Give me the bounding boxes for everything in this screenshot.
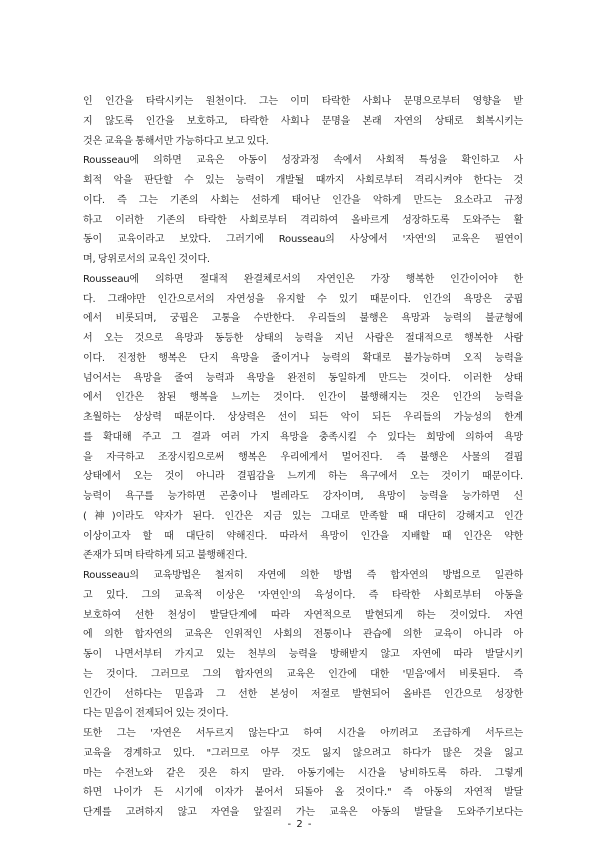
- text-line: 며, 당위로서의 교육인 것이다.: [83, 254, 210, 265]
- text-line: 을 자극하고 조장시킴으로써 행복은 우리에게서 멀어진다. 즉 불행은 사물의 결핍: [83, 451, 523, 463]
- text-line: 동이 나면서부터 가지고 있는 천부의 능력을 방해받지 않고 자연에 따라 발달시키: [83, 649, 523, 660]
- text-line: 에서 인간은 참된 행복을 느끼는 것이다. 인간이 불행해지는 것은 인간의 능력을: [83, 392, 523, 404]
- text-line: Rousseau의 교육방법은 철저히 자연에 의한 방법 즉 합자연의 방법으로 일관하: [83, 570, 523, 581]
- text-line: 고 있다. 그의 교육적 이상은 '자연인'의 육성이다. 즉 타락한 사회로부터 아동을: [83, 589, 523, 601]
- text-line: 이상이고자 할 때 대단히 약해진다. 따라서 욕망이 인간을 지배할 때 인간은 약한: [83, 530, 523, 542]
- text-line: 초월하는 상상력 때문이다. 상상력은 선이 되든 악이 되든 우리들의 가능성의 한계: [83, 412, 523, 423]
- text-line: 상태에서 오는 것이 아니라 결핍감을 느끼게 하는 욕구에서 오는 것이기 때문이다.: [83, 471, 523, 483]
- text-line: 이다. 진정한 행복은 단지 욕망을 줄이거나 능력의 확대로 불가능하며 오직 능력을: [83, 352, 523, 364]
- text-line: 능력이 욕구를 능가하면 곤충이나 벌레라도 강자이며, 욕망이 능력을 능가하면 신: [83, 491, 523, 502]
- text-line: (神)이라도 약자가 된다. 인간은 지금 있는 그대로 만족할 때 대단히 강해지고 인간: [83, 510, 523, 522]
- text-line: 동이 교육이라고 보았다. 그러기에 Rousseau의 사상에서 '자연'의 교육은 필연이: [83, 234, 523, 246]
- text-line: 보호하여 선한 천성이 발달단계에 따라 자연적으로 발현되게 하는 것이었다. 자연: [83, 609, 523, 621]
- body-text: [83, 92, 523, 823]
- text-line: 넘어서는 욕망을 줄여 능력과 욕망을 완전히 동일하게 만드는 것이다. 이러한 상태: [83, 372, 523, 384]
- text-line: 하면 나이가 든 시기에 이자가 붙어서 되돌아 올 것이다." 즉 아동의 자연적 발달: [83, 787, 523, 799]
- text-line: 다는 믿음이 전제되어 있는 것이다.: [83, 708, 229, 720]
- text-line: 것은 교육을 통해서만 가능하다고 보고 있다.: [83, 135, 269, 147]
- text-line: 에서 비롯되며, 궁핍은 고통을 수반한다. 우리들의 불행은 욕망과 능력의 불균형에: [83, 313, 523, 325]
- text-line: 하고 이러한 기존의 타락한 사회로부터 격리하여 올바르게 성장하도록 도와주는 활: [83, 214, 523, 226]
- text-line: 이다. 즉 그는 기존의 사회는 선하게 태어난 인간을 악하게 만드는 요소라고 규정: [83, 194, 523, 206]
- text-line: 인간이 선하다는 믿음과 그 선한 본성이 저절로 발현되어 올바른 인간으로 성장한: [83, 688, 523, 700]
- text-line: 단계를 고려하지 않고 자연을 앞질러 가는 교육은 아동의 발달을 도와주기보다는: [83, 807, 523, 818]
- text-line: 회적 악을 판단할 수 있는 능력이 개발될 때까지 사회로부터 격리시켜야 한다는 것: [83, 175, 523, 186]
- text-line: 다. 그래야만 인간으로서의 자연성을 유지할 수 있기 때문이다. 인간의 욕망은 궁핍: [83, 293, 523, 305]
- text-line: 마는 수전노와 같은 짓은 하지 말라. 아동기에는 시간을 낭비하도록 하라. 그렇게: [83, 767, 523, 779]
- text-line: 교육을 경계하고 있다. "그러므로 아무 것도 잃지 않으려고 하다가 많은 것을 잃고: [83, 747, 523, 759]
- text-line: 에 의한 합자연의 교육은 인위적인 사회의 전통이나 관습에 의한 교육이 아니라 아: [83, 629, 523, 641]
- page-number: - 2 -: [287, 819, 313, 830]
- text-line: 를 확대해 주고 그 결과 여러 가지 욕망을 충족시킬 수 있다는 희망에 의하여 욕망: [83, 431, 523, 443]
- text-line: 또한 그는 '자연은 서두르지 않는다'고 하여 시간을 아끼려고 조급하게 서두르는: [83, 728, 523, 739]
- text-line: Rousseau에 의하면 교육은 아동이 성장과정 속에서 사회적 특성을 확인하고 사: [83, 155, 523, 167]
- text-line: 는 것이다. 그러므로 그의 합자연의 교육은 인간에 대한 '믿음'에서 비롯된다. 즉: [83, 668, 523, 680]
- text-line: 서 오는 것으로 욕망과 동등한 상태의 능력을 지닌 사람은 절대적으로 행복한 사람: [83, 333, 523, 344]
- text-line: Rousseau에 의하면 절대적 완결체로서의 자연인은 가장 행복한 인간이어야 한: [83, 273, 523, 285]
- text-line: 존재가 되며 타락하게 되고 불행해진다.: [83, 550, 248, 562]
- text-line: 인 인간을 타락시키는 원천이다. 그는 이미 타락한 사회나 문명으로부터 영향을 받: [83, 96, 523, 107]
- text-line: 지 않도록 인간을 보호하고, 타락한 사회나 문명을 본래 자연의 상태로 회복시키는: [83, 115, 523, 127]
